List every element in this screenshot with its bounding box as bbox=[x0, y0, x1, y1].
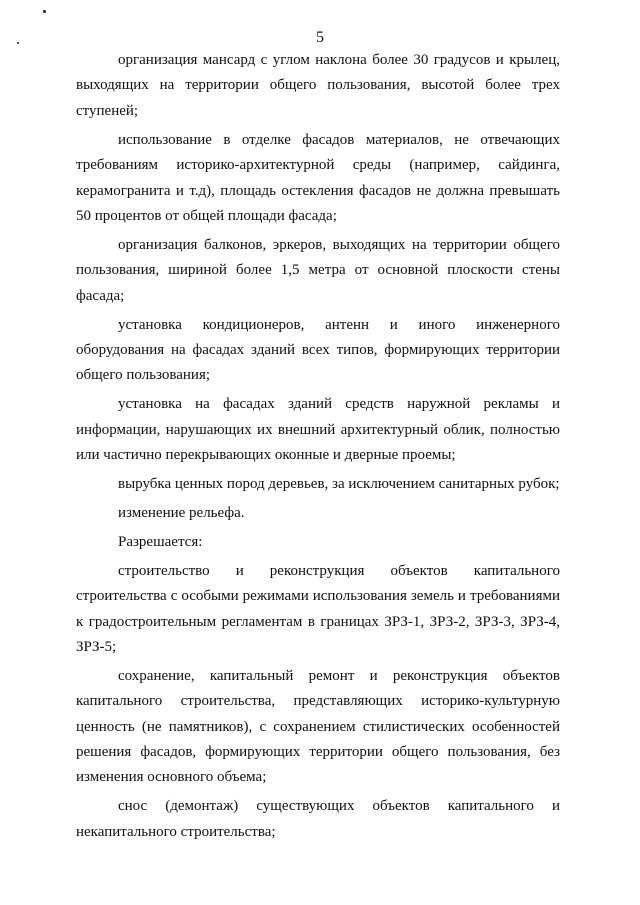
paragraph bbox=[76, 501, 560, 526]
paragraph bbox=[76, 233, 560, 309]
paragraph-line: организация балконов, эркеров, выходящих на территории общего bbox=[118, 236, 560, 253]
paragraph-line: ЗРЗ-5; bbox=[76, 638, 117, 655]
paragraph-line: установка на фасадах зданий средств наружной рекламы и bbox=[118, 396, 560, 413]
scan-speck bbox=[43, 10, 46, 13]
paragraph bbox=[76, 472, 560, 497]
paragraph-line: к градостроительным регламентам в границах ЗРЗ-1, ЗРЗ-2, ЗРЗ-3, ЗРЗ-4, bbox=[76, 613, 560, 630]
paragraph bbox=[76, 664, 560, 791]
paragraph-line: оборудования на фасадах зданий всех типов, формирующих территории bbox=[76, 341, 560, 358]
paragraph-line: решения фасадов, формирующих территории общего пользования, без bbox=[76, 744, 560, 761]
paragraph-line: организация мансард с углом наклона более 30 градусов и крылец, bbox=[118, 52, 560, 68]
paragraph-line: некапитального строительства; bbox=[76, 823, 276, 840]
paragraph-line: изменение рельефа. bbox=[118, 504, 245, 521]
paragraph bbox=[76, 48, 560, 124]
paragraph-line: снос (демонтаж) существующих объектов капитального и bbox=[118, 798, 560, 815]
paragraph-line: Разрешается: bbox=[118, 533, 203, 550]
paragraph-line: требованиям историко-архитектурной среды (например, сайдинга, bbox=[76, 157, 560, 174]
paragraph-line: вырубка ценных пород деревьев, за исключением санитарных рубок; bbox=[118, 476, 560, 492]
paragraph-line: капитального строительства, представляющих историко-культурную bbox=[76, 693, 560, 710]
paragraph-line: общего пользования; bbox=[76, 367, 211, 384]
paragraph-line: керамогранита и т.д), площадь остекления фасадов не должна превышать bbox=[76, 182, 560, 199]
paragraph-line: ценность (не памятников), с сохранением стилистических особенностей bbox=[76, 718, 560, 735]
paragraph-line: или частично перекрывающих оконные и дверные проемы; bbox=[76, 447, 456, 464]
paragraph-line: информации, нарушающих их внешний архитектурный облик, полностью bbox=[76, 421, 560, 438]
paragraph-line: ступеней; bbox=[76, 102, 139, 119]
paragraph-line: изменения основного объема; bbox=[76, 769, 267, 786]
paragraph-line: строительство и реконструкция объектов капитального bbox=[118, 562, 560, 579]
paragraph bbox=[76, 794, 560, 845]
paragraph-line: использование в отделке фасадов материалов, не отвечающих bbox=[118, 131, 560, 148]
paragraph bbox=[76, 392, 560, 468]
paragraph-line: выходящих на территории общего пользования, высотой более трех bbox=[76, 77, 560, 94]
paragraph bbox=[76, 128, 560, 230]
paragraph-line: 50 процентов от общей площади фасада; bbox=[76, 207, 337, 224]
document-body bbox=[76, 48, 560, 849]
paragraph-line: строительства с особыми режимами использования земель и требованиями bbox=[76, 588, 560, 605]
paragraph bbox=[76, 313, 560, 389]
paragraph-line: сохранение, капитальный ремонт и реконструкция объектов bbox=[118, 667, 560, 684]
paragraph bbox=[76, 559, 560, 661]
paragraph-line: установка кондиционеров, антенн и иного инженерного bbox=[118, 316, 560, 333]
page-number: 5 bbox=[316, 29, 324, 46]
paragraph bbox=[76, 530, 560, 555]
paragraph-line: пользования, шириной более 1,5 метра от основной плоскости стены bbox=[76, 262, 560, 279]
paragraph-line: фасада; bbox=[76, 287, 125, 304]
